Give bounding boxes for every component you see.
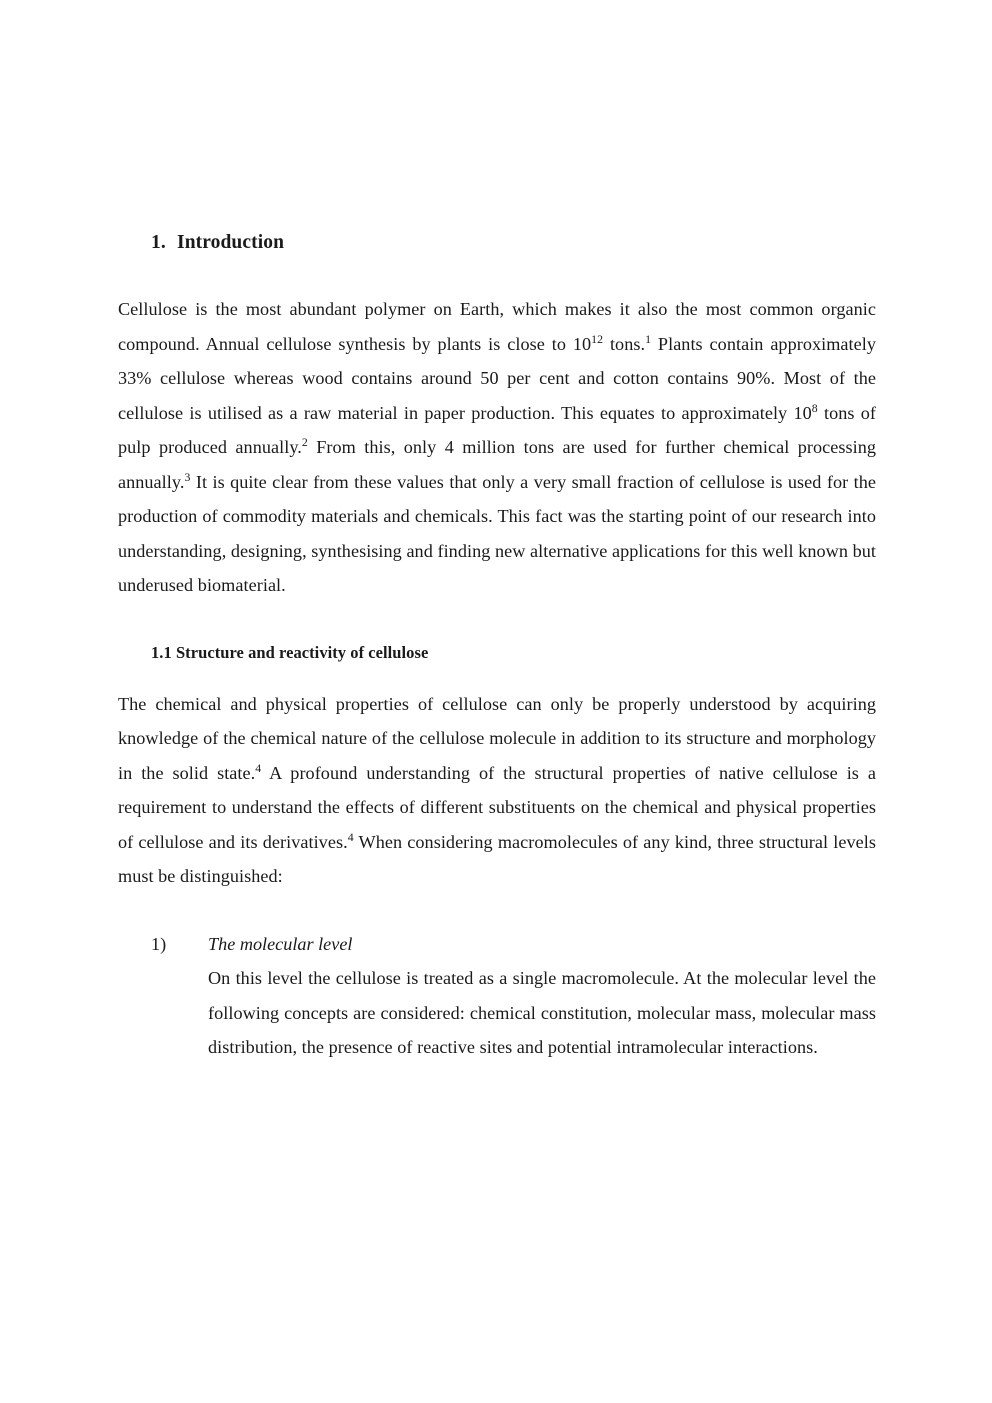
intro-paragraph: [118, 292, 876, 603]
list-item-title: The molecular level: [208, 933, 353, 954]
section-number: 1.: [151, 232, 166, 253]
intro-text-c: Plants contain approximately 33% cellulose whereas wood contains around 50 per cent and cotton contains 90%. Most of the cellulose is utilised as a raw material in paper production. This equates to approximately 10: [118, 333, 877, 423]
list-item: [151, 927, 876, 1065]
list-item-body: On this level the cellulose is treated as a single macromolecule. At the molecular level the following concepts are considered: chemical constitution, molecular mass, molecular mass distribution, the presence of reactive sites and potential intramolecular interactions.: [208, 968, 876, 1057]
exponent-8: 8: [811, 400, 818, 415]
exponent-12: 12: [591, 331, 604, 346]
intro-text-a: Cellulose is the most abundant polymer on Earth, which makes it also the most common organic compound. Annual cellulose synthesis by plants is close to 10: [118, 299, 876, 354]
structure-text-a: The chemical and physical properties of cellulose can only be properly understood by acquiring knowledge of the chemical nature of the cellulose molecule in addition to its structure and morphology in the solid state.: [118, 693, 876, 783]
citation-4b: 4: [347, 829, 354, 844]
page-content: [118, 232, 876, 1075]
intro-text-f: It is quite clear from these values that only a very small fraction of cellulose is used for the production of commodity materials and chemicals. This fact was the starting point of our research into understanding, designing, synthesising and finding new alternative applications for this well known but underused biomaterial.: [118, 471, 876, 595]
list-item-marker: 1): [151, 933, 167, 954]
citation-1: 1: [645, 331, 652, 346]
structure-text-c: When considering macromolecules of any kind, three structural levels must be distinguished:: [118, 831, 876, 886]
structure-text-b: A profound understanding of the structural properties of native cellulose is a requirement to understand the effects of different substituents on the chemical and physical properties of cellulose and its derivatives.: [118, 762, 876, 852]
subsection-heading: 1.1 Structure and reactivity of cellulose: [151, 642, 429, 662]
section-heading: [118, 232, 876, 254]
citation-2: 2: [301, 434, 308, 449]
structure-paragraph: [118, 687, 876, 894]
structural-levels-list: [118, 927, 876, 1065]
section-title: Introduction: [177, 232, 285, 253]
intro-text-d: tons of pulp produced annually.: [118, 402, 877, 457]
citation-3: 3: [184, 469, 191, 484]
intro-text-e: From this, only 4 million tons are used for further chemical processing annually.: [118, 437, 876, 492]
citation-4a: 4: [255, 760, 262, 775]
intro-text-b: tons.: [603, 333, 646, 354]
